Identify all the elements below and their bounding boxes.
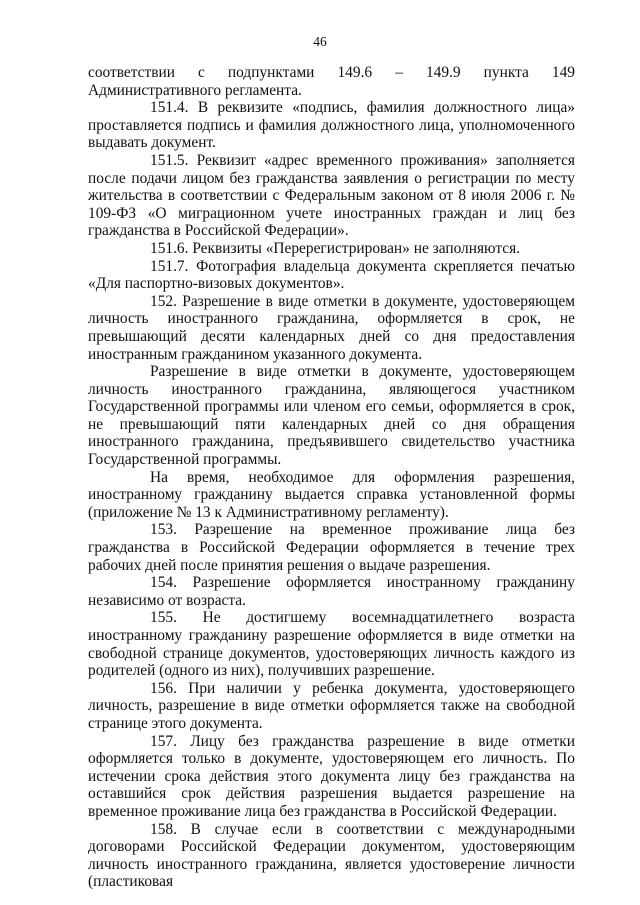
paragraph-continuation: соответствии с подпунктами 149.6 – 149.9 пункта 149 Административного регламента. bbox=[88, 64, 575, 99]
page-number: 46 bbox=[313, 34, 327, 49]
paragraph-152: 152. Разрешение в виде отметки в документе, удостоверяющем личность иностранного гражданина, оформляется в срок, не превышающий десяти календарных дней со дня предоставления иностранным гражданином указанного документа. bbox=[88, 292, 575, 363]
paragraph-151-5: 151.5. Реквизит «адрес временного проживания» заполняется после подачи лицом без гражданства заявления о регистрации по месту жительства в соответствии с Федеральным законом от 8 июля 2006 г. № 109-ФЗ «О миграционном учете иностранных граждан и лиц без гражданства в Российской Федерации». bbox=[88, 151, 575, 240]
paragraph-152-part-2: Разрешение в виде отметки в документе, удостоверяющем личность иностранного гражданина, являющегося участником Государственной программы или членом его семьи, оформляется в срок, не превышающий пяти календарных дней со дня обращения иностранного гражданина, предъявившего свидетельство участника Государственной программы. bbox=[88, 363, 575, 469]
paragraph-153: 153. Разрешение на временное проживание лица без гражданства в Российской Федерации оформляется в течение трех рабочих дней после принятия решения о выдаче разрешения. bbox=[88, 521, 575, 574]
paragraph-151-6: 151.6. Реквизиты «Перерегистрирован» не заполняются. bbox=[150, 239, 521, 257]
paragraph-157: 157. Лицу без гражданства разрешение в виде отметки оформляется только в документе, удостоверяющем его личность. По истечении срока действия этого документа лицу без гражданства на оставшийся срок действия разрешения выдается разрешение на временное проживание лица без гражданства в Российской Федерации. bbox=[88, 732, 575, 820]
document-text bbox=[88, 64, 575, 891]
paragraph-155: 155. Не достигшему восемнадцатилетнего возраста иностранному гражданину разрешение оформляется в виде отметки на свободной странице документов, удостоверяющих личность каждого из родителей (одного из них), получивших разрешение. bbox=[88, 609, 575, 680]
paragraph-156: 156. При наличии у ребенка документа, удостоверяющего личность, разрешение в виде отметки оформляется также на свободной странице этого документа. bbox=[88, 679, 575, 732]
paragraph-152-part-3: На время, необходимое для оформления разрешения, иностранному гражданину выдается справка установленной формы (приложение № 13 к Административному регламенту). bbox=[88, 468, 575, 521]
paragraph-151-7: 151.7. Фотография владельца документа скрепляется печатью «Для паспортно-визовых документов». bbox=[88, 257, 575, 293]
paragraph-151-4: 151.4. В реквизите «подпись, фамилия должностного лица» проставляется подпись и фамилия должностного лица, уполномоченного выдавать документ. bbox=[88, 99, 575, 152]
paragraph-154: 154. Разрешение оформляется иностранному гражданину независимо от возраста. bbox=[88, 574, 575, 609]
paragraph-158: 158. В случае если в соответствии с международными договорами Российской Федерации документом, удостоверяющим личность иностранного гражданина, является удостоверение личности (пластиковая bbox=[88, 820, 575, 891]
